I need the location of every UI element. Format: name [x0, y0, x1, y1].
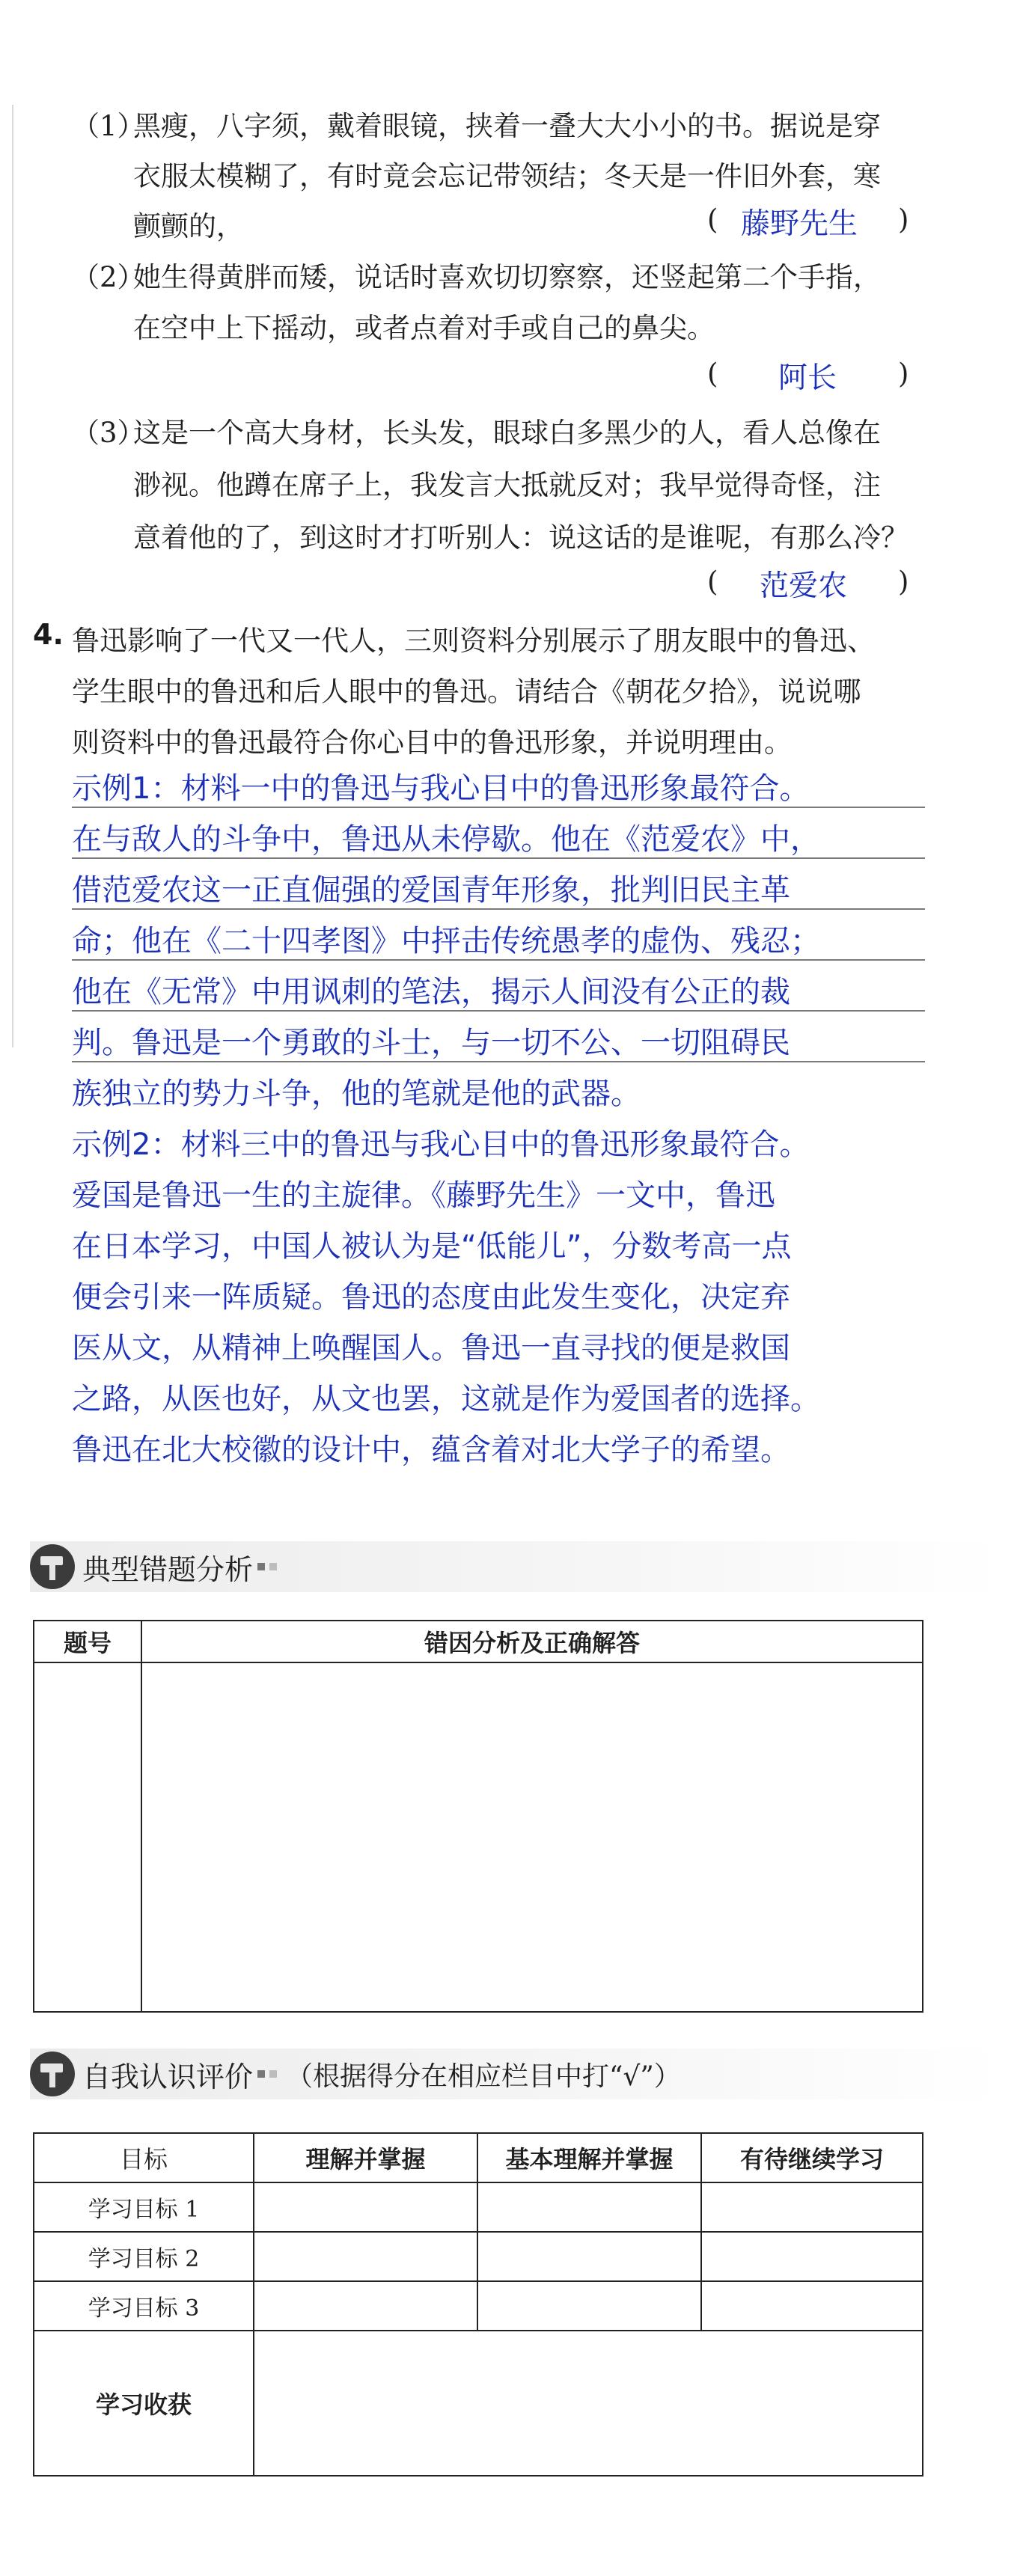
- ruled-line-2: [72, 857, 925, 859]
- ruled-line-3: [72, 908, 925, 910]
- item-2-paren-open: (: [707, 358, 718, 390]
- self-section-note: （根据得分在相应栏目中打“√”）: [286, 2061, 681, 2092]
- answer-line-12: 医从文，从精神上唤醒国人。鲁迅一直寻找的便是救国: [72, 1331, 790, 1365]
- ruled-line-6: [72, 1061, 925, 1062]
- self-section-title: 自我认识评价: [82, 2060, 254, 2093]
- answer-line-5: 他在《无常》中用讽刺的笔法，揭示人间没有公正的裁: [72, 975, 790, 1009]
- answer-line-1: 示例1：材料一中的鲁迅与我心目中的鲁迅形象最符合。: [72, 771, 810, 806]
- error-col-number: 题号: [34, 1621, 141, 1662]
- error-section-header: [30, 1537, 277, 1597]
- answer-line-14: 鲁迅在北大校徽的设计中，蕴含着对北大学子的希望。: [72, 1433, 790, 1467]
- question-4-line-1: 鲁迅影响了一代又一代人，三则资料分别展示了朋友眼中的鲁迅、: [72, 625, 875, 657]
- decor-square-light-icon: [269, 1563, 277, 1570]
- answer-line-6: 判。鲁迅是一个勇敢的斗士，与一切不公、一切阻碍民: [72, 1026, 790, 1060]
- goal-3-master-cell[interactable]: [254, 2281, 477, 2331]
- goal-3-continue-cell[interactable]: [701, 2281, 923, 2331]
- answer-line-10: 在日本学习，中国人被认为是“低能儿”，分数考高一点: [72, 1229, 792, 1264]
- item-3-line-1: 这是一个高大身材，长头发，眼球白多黑少的人，看人总像在: [133, 417, 881, 449]
- self-evaluation-table: [33, 2132, 923, 2476]
- goal-row-2-label: 学习目标 2: [34, 2232, 254, 2281]
- item-2-line-2: 在空中上下摇动，或者点着对手或自己的鼻尖。: [133, 312, 715, 344]
- item-3-line-3: 意着他的了，到这时才打听别人：说这话的是谁呢，有那么冷？: [133, 521, 909, 554]
- error-analysis-cell[interactable]: [141, 1662, 923, 2012]
- harvest-label: 学习收获: [34, 2331, 254, 2476]
- answer-line-13: 之路，从医也好，从文也罢，这就是作为爱国者的选择。: [72, 1382, 820, 1416]
- item-3-label: （3）: [72, 417, 145, 449]
- item-3-line-2: 渺视。他蹲在席子上，我发言大抵就反对；我早觉得奇怪，注: [133, 469, 881, 501]
- decor-square-icon: [257, 1563, 265, 1570]
- answer-line-11: 便会引来一阵质疑。鲁迅的态度由此发生变化，决定弃: [72, 1280, 790, 1315]
- harvest-cell[interactable]: [254, 2331, 923, 2476]
- goal-1-master-cell[interactable]: [254, 2182, 477, 2232]
- goal-2-master-cell[interactable]: [254, 2232, 477, 2281]
- decor-square-light-icon: [269, 2070, 277, 2078]
- goal-row-1-label: 学习目标 1: [34, 2182, 254, 2232]
- ruled-line-1: [72, 807, 925, 808]
- goal-1-continue-cell[interactable]: [701, 2182, 923, 2232]
- question-4-line-2: 学生眼中的鲁迅和后人眼中的鲁迅。请结合《朝花夕拾》，说说哪: [72, 676, 861, 708]
- self-header-master: 理解并掌握: [254, 2133, 477, 2182]
- item-1-label: （1）: [72, 110, 145, 142]
- ruled-line-4: [72, 959, 925, 961]
- item-2-answer: 阿长: [778, 361, 837, 395]
- goal-3-basic-cell[interactable]: [477, 2281, 701, 2331]
- answer-line-8: 示例2：材料三中的鲁迅与我心目中的鲁迅形象最符合。: [72, 1128, 810, 1162]
- error-analysis-table: [33, 1620, 923, 2013]
- item-2-paren-close: ): [898, 358, 909, 390]
- self-header-basic: 基本理解并掌握: [477, 2133, 701, 2182]
- goal-1-basic-cell[interactable]: [477, 2182, 701, 2232]
- hammer-icon: [30, 2052, 75, 2096]
- self-header-continue: 有待继续学习: [701, 2133, 923, 2182]
- error-number-cell[interactable]: [34, 1662, 141, 2012]
- answer-line-4: 命；他在《二十四孝图》中抨击传统愚孝的虚伪、残忍；: [72, 924, 820, 958]
- item-3-answer: 范爱农: [760, 569, 848, 603]
- self-section-header: [30, 2044, 681, 2104]
- item-2-label: （2）: [72, 261, 145, 293]
- decor-square-icon: [257, 2070, 265, 2078]
- margin-line: [12, 105, 13, 1047]
- item-2-line-1: 她生得黄胖而矮，说话时喜欢切切察察，还竖起第二个手指，: [133, 261, 881, 293]
- hammer-icon: [30, 1544, 75, 1589]
- ruled-line-5: [72, 1010, 925, 1012]
- goal-2-continue-cell[interactable]: [701, 2232, 923, 2281]
- item-3-paren-close: ): [898, 566, 909, 598]
- question-4-number: 4.: [33, 618, 64, 651]
- item-1-paren-close: ): [898, 204, 909, 236]
- item-3-paren-open: (: [707, 566, 718, 598]
- error-section-title: 典型错题分析: [82, 1552, 254, 1586]
- goal-2-basic-cell[interactable]: [477, 2232, 701, 2281]
- answer-line-9: 爱国是鲁迅一生的主旋律。《藤野先生》一文中，鲁迅: [72, 1178, 775, 1213]
- error-col-analysis: 错因分析及正确解答: [141, 1621, 923, 1662]
- item-1-line-3: 颤颤的，: [133, 210, 244, 242]
- item-1-line-2: 衣服太模糊了，有时竟会忘记带领结；冬天是一件旧外套，寒: [133, 160, 881, 192]
- answer-line-7: 族独立的势力斗争，他的笔就是他的武器。: [72, 1077, 641, 1111]
- question-4-line-3: 则资料中的鲁迅最符合你心目中的鲁迅形象，并说明理由。: [72, 726, 792, 759]
- item-1-line-1: 黑瘦，八字须，戴着眼镜，挟着一叠大大小小的书。据说是穿: [133, 110, 881, 142]
- answer-line-2: 在与敌人的斗争中，鲁迅从未停歇。他在《范爱农》中，: [72, 822, 820, 857]
- goal-row-3-label: 学习目标 3: [34, 2281, 254, 2331]
- item-1-paren-open: (: [707, 204, 718, 236]
- self-header-goal: 目标: [34, 2133, 254, 2182]
- item-1-answer: 藤野先生: [741, 207, 858, 241]
- answer-line-3: 借范爱农这一正直倔强的爱国青年形象，批判旧民主革: [72, 873, 790, 908]
